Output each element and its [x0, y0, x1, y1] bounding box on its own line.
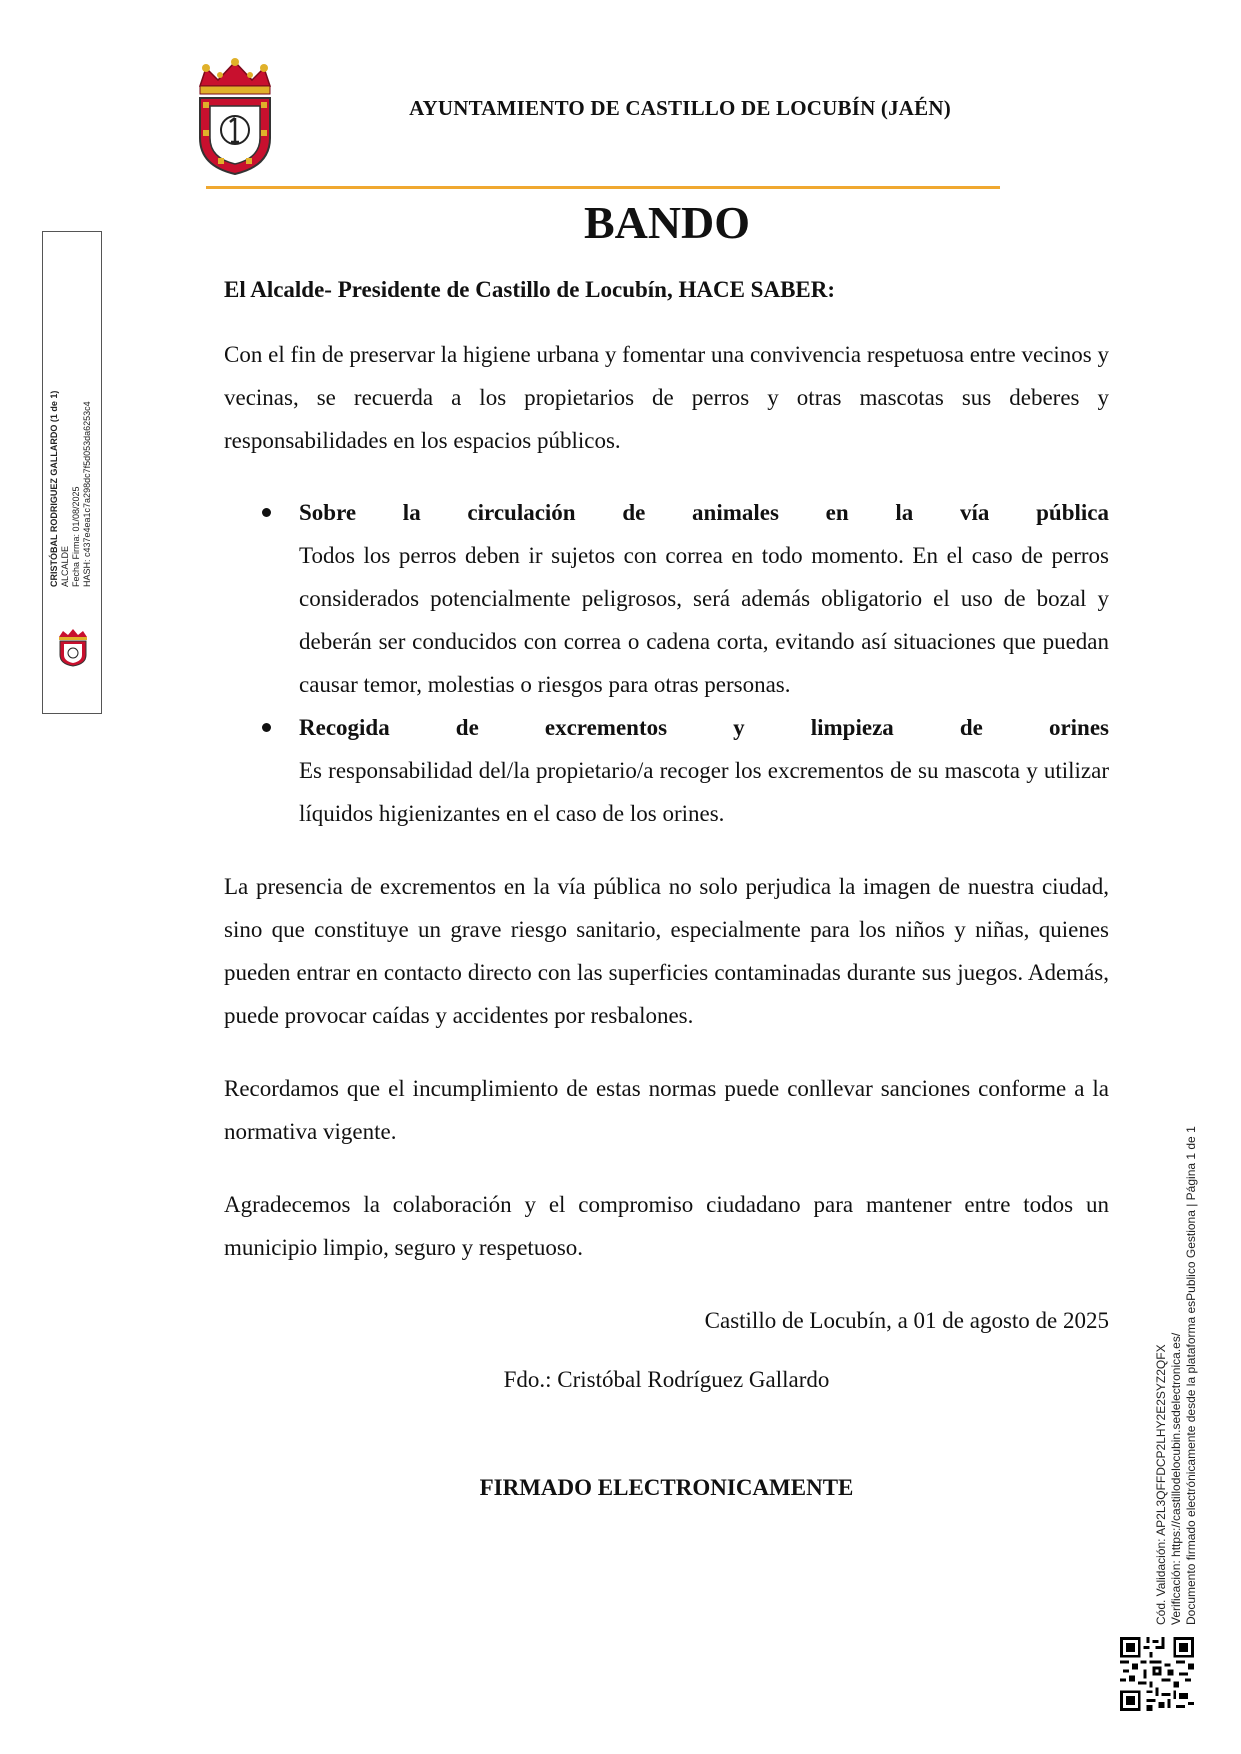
validation-code: Cód. Validación: AP2L3QFFDCP2LHY2E2SYZ2QFX: [1154, 1344, 1168, 1625]
paragraph-4: Agradecemos la colaboración y el compromiso ciudadano para mantener entre todos un municipio limpio, seguro y respetuoso.: [224, 1192, 1109, 1260]
paragraph-3: Recordamos que el incumplimiento de estas normas puede conllevar sanciones conforme a la normativa vigente.: [224, 1076, 1109, 1144]
paragraph-2: La presencia de excrementos en la vía pública no solo perjudica la imagen de nuestra ciudad, sino que constituye un grave riesgo sanitario, especialmente para los niños y niñas, quienes pueden entrar en contacto directo con las superficies contaminadas durante sus juegos. Además, puede provocar caídas y accidentes por resbalones.: [224, 874, 1109, 1028]
signer-name: CRISTÓBAL RODRIGUEZ GALLARDO (1 de 1): [49, 390, 59, 587]
signed-label: FIRMADO ELECTRONICAMENTE: [479, 1475, 854, 1500]
document-title: BANDO: [583, 197, 751, 248]
bullet-list: [224, 491, 1109, 835]
coat-of-arms-icon: [190, 58, 280, 176]
bullet-body: Todos los perros deben ir sujetos con correa en todo momento. En el caso de perros considerados potencialmente peligrosos, será además obligatorio el uso de bozal y deberán ser conducidos con correa o cadena corta, evitando así situaciones que puedan causar temor, molestias o riesgos para otras personas.: [299, 543, 1109, 697]
verification-url: Verificación: https://castillodelocubin.sedelectronica.es/: [1169, 1332, 1183, 1625]
signature-text: [49, 367, 93, 587]
signer-line: Fdo.: Cristóbal Rodríguez Gallardo: [503, 1367, 830, 1392]
bullet-heading: Sobre la circulación de animales en la vía pública: [299, 500, 1109, 525]
date-line: Castillo de Locubín, a 01 de agosto de 2025: [704, 1308, 1109, 1333]
bullet-body: Es responsabilidad del/la propietario/a recoger los excrementos de su mascota y utilizar líquidos higienizantes en el caso de los orines.: [299, 758, 1109, 826]
validation-info: [1154, 1126, 1199, 1625]
bullet-icon: [262, 723, 271, 732]
signature-stamp: [42, 231, 102, 714]
paragraph-1: Con el fin de preservar la higiene urbana y fomentar una convivencia respetuosa entre vecinos y vecinas, se recuerda a los propietarios de perros y otras mascotas sus deberes y responsabilidades en los espacios públicos.: [224, 342, 1109, 453]
header-divider: [206, 186, 1000, 189]
institution-name: AYUNTAMIENTO DE CASTILLO DE LOCUBÍN (JAÉN): [409, 96, 951, 120]
signature-date: Fecha Firma: 01/08/2025: [71, 486, 81, 587]
bullet-heading: Recogida de excrementos y limpieza de orines: [299, 715, 1109, 740]
signature-hash: HASH: c437e4ea1c7a298dc7f5d053da6253c4: [82, 401, 92, 587]
intro-heading: El Alcalde- Presidente de Castillo de Locubín, HACE SABER:: [224, 277, 836, 302]
list-item: [224, 706, 1109, 835]
list-item: [224, 491, 1109, 706]
mini-crest-icon: [53, 627, 93, 667]
document-body: [224, 268, 1109, 1509]
qr-code-icon: [1120, 1637, 1194, 1711]
bullet-icon: [262, 508, 271, 517]
validation-note: Documento firmado electrónicamente desde la plataforma esPublico Gestiona | Página 1 de 1: [1184, 1126, 1198, 1625]
signer-role: ALCALDE: [60, 545, 70, 587]
